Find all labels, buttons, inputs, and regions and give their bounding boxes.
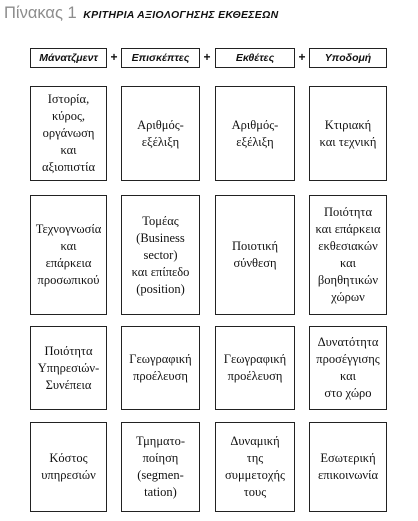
table-subtitle: ΚΡΙΤΗΡΙΑ ΑΞΙΟΛΟΓΗΣΗΣ ΕΚΘΕΣΕΩΝ: [83, 9, 279, 21]
cell-visitors-number: Αριθμός- εξέλιξη: [121, 86, 200, 181]
plus-sign: +: [203, 50, 211, 64]
cell-infrastructure-building: Κτιριακή και τεχνική: [309, 86, 387, 181]
cell-management-service-quality: Ποιότητα Υπηρεσιών- Συνέπεια: [30, 326, 107, 410]
cell-exhibitors-origin: Γεωγραφική προέλευση: [215, 326, 295, 410]
cell-exhibitors-quality: Ποιοτική σύνθεση: [215, 195, 295, 315]
cell-infrastructure-spaces: Ποιότητα και επάρκεια εκθεσιακών και βοηθητικών χώρων: [309, 195, 387, 315]
cell-visitors-segmentation: Τμηματο- ποίηση (segmen- tation): [121, 422, 200, 512]
header-visitors: Επισκέπτες: [121, 48, 200, 68]
header-infrastructure: Υποδομή: [309, 48, 387, 68]
cell-exhibitors-dynamics: Δυναμική της συμμετοχής τους: [215, 422, 295, 512]
cell-exhibitors-number: Αριθμός- εξέλιξη: [215, 86, 295, 181]
plus-sign: +: [110, 50, 118, 64]
cell-management-expertise: Τεχνογνωσία και επάρκεια προσωπικού: [30, 195, 107, 315]
table-title: [4, 4, 279, 23]
table-label: Πίνακας 1: [4, 4, 77, 22]
cell-infrastructure-access: Δυνατότητα προσέγγισης και στο χώρο: [309, 326, 387, 410]
plus-sign: +: [298, 50, 306, 64]
cell-management-cost: Κόστος υπηρεσιών: [30, 422, 107, 512]
cell-visitors-sector: Τομέας (Business sector) και επίπεδο (position): [121, 195, 200, 315]
cell-infrastructure-communication: Εσωτερική επικοινωνία: [309, 422, 387, 512]
header-management: Μάνατζμεντ: [30, 48, 107, 68]
cell-visitors-origin: Γεωγραφική προέλευση: [121, 326, 200, 410]
cell-management-history: Ιστορία, κύρος, οργάνωση και αξιοπιστία: [30, 86, 107, 181]
header-exhibitors: Εκθέτες: [215, 48, 295, 68]
